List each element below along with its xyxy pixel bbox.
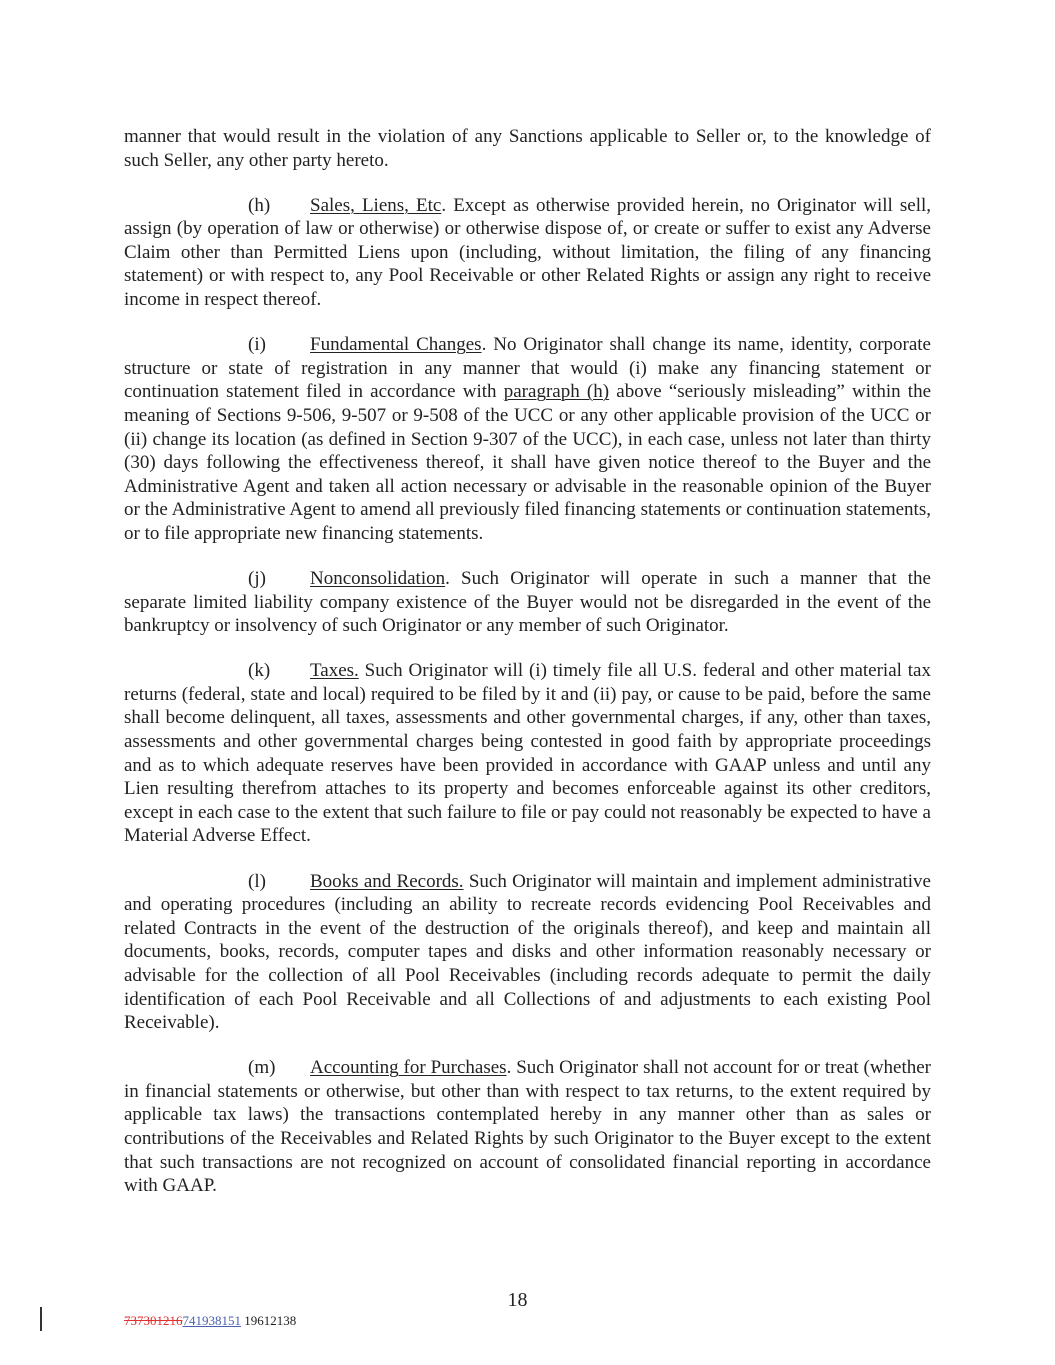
para-label: (h) <box>248 194 271 216</box>
doc-id: 19612138 <box>241 1313 297 1328</box>
paragraph-j <box>124 567 931 638</box>
para-heading: Taxes. <box>310 660 359 682</box>
para-label: (k) <box>248 660 271 682</box>
paragraph-l <box>124 870 931 1035</box>
cross-reference-link: paragraph (h) <box>503 381 610 403</box>
para-label: (i) <box>248 334 266 356</box>
footer-doc-id <box>124 1313 296 1329</box>
paragraph-m <box>124 1056 931 1198</box>
page-number: 18 <box>507 1289 528 1311</box>
paragraph-k <box>124 659 931 848</box>
paragraph-h <box>124 194 931 312</box>
inserted-doc-number: 741938151 <box>182 1313 241 1328</box>
para-text: Such Originator will (i) timely file all U.S. federal and other material tax returns (federal, state and local) required to be filed by it and (ii) pay, or cause to be paid, before the same shall become delinquent, all taxes, assessments and other governmental charges, if any, other than taxes, assessments and other governmental charges being contested in good faith by appropriate proceedings and as to which adequate reserves have been provided in accordance with GAAP unless and until any Lien resulting therefrom attaches to its property and becomes enforceable against its other creditors, except in each case to the extent that such failure to file or pay could not reasonably be expected to have a Material Adverse Effect. <box>124 660 931 847</box>
change-bar <box>40 1307 42 1331</box>
para-heading: Nonconsolidation <box>310 568 446 589</box>
para-text: Such Originator will maintain and implement administrative and operating procedures (including an ability to recreate records evidencing Pool Receivables and related Contracts in the event of the destruction of the originals thereof), and keep and maintain all documents, books, records, computer tapes and disks and other information reasonably necessary or advisable for the collection of all Pool Receivables (including records adequate to permit the daily identification of each Pool Receivable and all Collections of and adjustments to each existing Pool Receivable). <box>124 870 931 1034</box>
para-text: . Such Originator shall not account for or treat (whether in financial statements or otherwise, but other than with respect to tax returns, to the extent required by applicable tax laws) the transactions contemplated hereby in any manner other than as sales or contributions of the Receivables and Related Rights by such Originator to the Buyer except to the extent that such transactions are not recognized on account of consolidated financial reporting in accordance with GAAP. <box>124 1057 932 1197</box>
para-text: . Except as otherwise provided herein, no Originator will sell, assign (by operation of law or otherwise) or otherwise dispose of, or create or suffer to exist any Adverse Claim other than Permitted Liens upon (including, without limitation, the filing of any financing statement) or with respect to, any Pool Receivable or other Related Rights or assign any right to receive income in respect thereof. <box>124 194 932 311</box>
para-heading: Accounting for Purchases <box>310 1057 507 1079</box>
para-text-after: above “seriously misleading” within the meaning of Sections 9-506, 9-507 or 9-508 of the UCC or any other applicable provision of the UCC or (ii) change its location (as defined in Section 9-307 of the UCC), in each case, unless not later than thirty (30) days following the effectiveness thereof, it shall have given notice thereof to the Buyer and the Administrative Agent and taken all action necessary or advisable in the reasonable opinion of the Buyer or the Administrative Agent to amend all previously filed financing statements or continuation statements, or to file appropriate new financing statements. <box>124 381 932 544</box>
para-heading: Fundamental Changes <box>310 334 482 356</box>
deleted-doc-number: 737301216 <box>124 1313 183 1328</box>
para-label: (j) <box>248 568 266 589</box>
para-label: (l) <box>248 870 266 892</box>
para-text: . Such Originator will operate in such a manner that the separate limited liability company existence of the Buyer would not be disregarded in the event of the bankruptcy or insolvency of such Originator or any member of such Originator. <box>124 568 931 637</box>
continuation-paragraph: manner that would result in the violation of any Sanctions applicable to Seller or, to the knowledge of such Seller, any other party hereto. <box>124 126 931 171</box>
para-text: . No Originator shall change its name, identity, corporate structure or state of registration in any manner that would (i) make any financing statement or continuation statement filed in accordance with <box>124 334 931 403</box>
paragraph-i <box>124 333 931 545</box>
para-heading: Books and Records. <box>310 870 464 892</box>
para-label: (m) <box>248 1057 276 1079</box>
para-heading: Sales, Liens, Etc <box>310 194 442 216</box>
document-body <box>124 125 931 1219</box>
